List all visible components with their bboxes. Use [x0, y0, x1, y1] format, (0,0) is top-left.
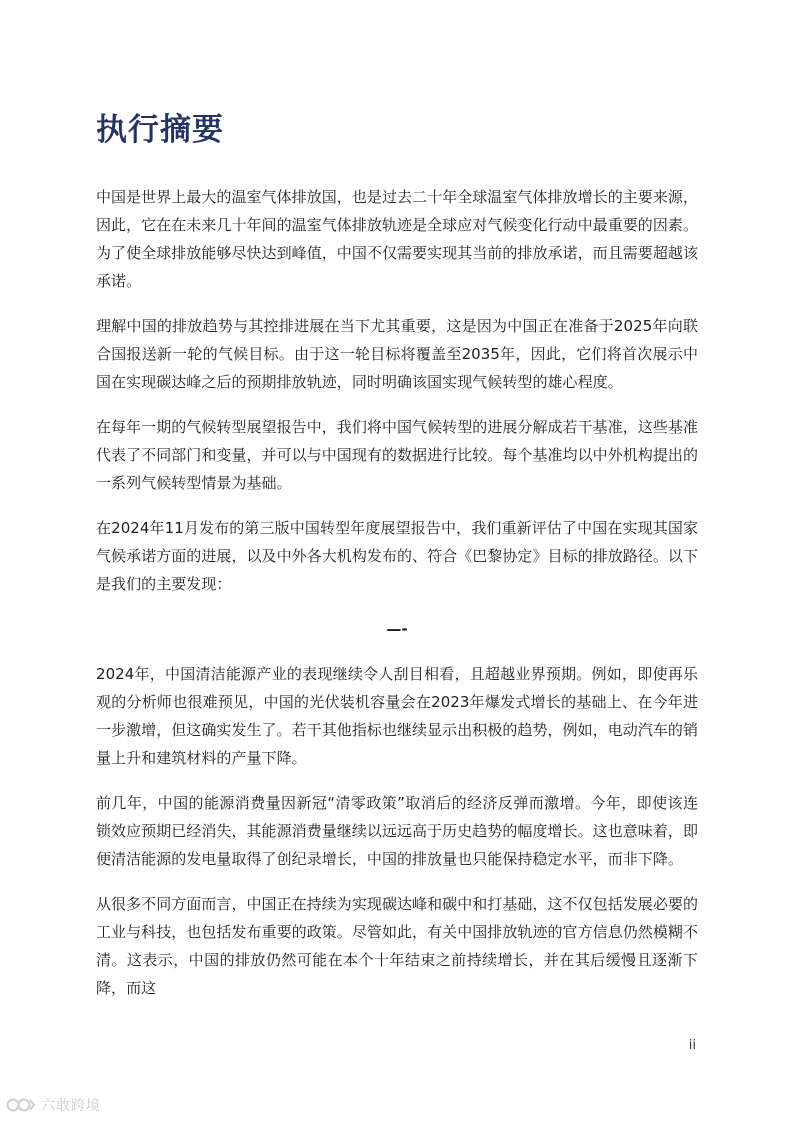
paragraph-2: 理解中国的排放趋势与其控排进展在当下尤其重要，这是因为中国正在准备于2025年向联合国报送新一轮的气候目标。由于这一轮目标将覆盖至2035年，因此，它们将首次展示中国在实现碳达峰之后的预期排放轨迹，同时明确该国实现气候转型的雄心程度。: [96, 317, 698, 391]
paragraph-4: 在2024年11月发布的第三版中国转型年度展望报告中，我们重新评估了中国在实现其国家气候承诺方面的进展，以及中外各大机构发布的、符合《巴黎协定》目标的排放路径。以下是我们的主要发现：: [96, 519, 699, 593]
watermark: [6, 1095, 101, 1115]
paragraph-5: 2024年，中国清洁能源产业的表现继续令人刮目相看，且超越业界预期。例如，即使再乐观的分析师也很难预见，中国的光伏装机容量会在2023年爆发式增长的基础上、在今年进一步激增，但这确实发生了。若干其他指标也继续显示出积极的趋势，例如，电动汽车的销量上升和建筑材料的产量下降。: [96, 665, 699, 767]
watermark-text: 六敢跨境: [41, 1098, 101, 1114]
page-title: 执行摘要: [96, 112, 224, 148]
page-number: ii: [688, 1038, 696, 1053]
body-text: [96, 183, 698, 1019]
paragraph-1: 中国是世界上最大的温室气体排放国，也是过去二十年全球温室气体排放增长的主要来源，因此，它在在未来几十年间的温室气体排放轨迹是全球应对气候变化行动中最重要的因素。为了使全球排放能够尽快达到峰值，中国不仅需要实现其当前的排放承诺，而且需要超越该承诺。: [96, 188, 699, 290]
watermark-logo-icon: [6, 1096, 36, 1114]
section-divider-mark: —-: [386, 620, 408, 638]
paragraph-7: 从很多不同方面而言，中国正在持续为实现碳达峰和碳中和打基础，这不仅包括发展必要的工业与科技，也包括发布重要的政策。尽管如此，有关中国排放轨迹的官方信息仍然模糊不清。这表示，中国的排放仍然可能在本个十年结束之前持续增长，并在其后缓慢且逐渐下降，而这: [96, 895, 699, 997]
paragraph-3: 在每年一期的气候转型展望报告中，我们将中国气候转型的进展分解成若干基准，这些基准代表了不同部门和变量，并可以与中国现有的数据进行比较。每个基准均以中外机构提出的一系列气候转型情景为基础。: [96, 418, 699, 492]
paragraph-6: 前几年，中国的能源消费量因新冠“清零政策”取消后的经济反弹而激增。今年，即使该连锁效应预期已经消失，其能源消费量继续以远远高于历史趋势的幅度增长。这也意味着，即便清洁能源的发电量取得了创纪录增长，中国的排放量也只能保持稳定水平，而非下降。: [96, 794, 699, 868]
